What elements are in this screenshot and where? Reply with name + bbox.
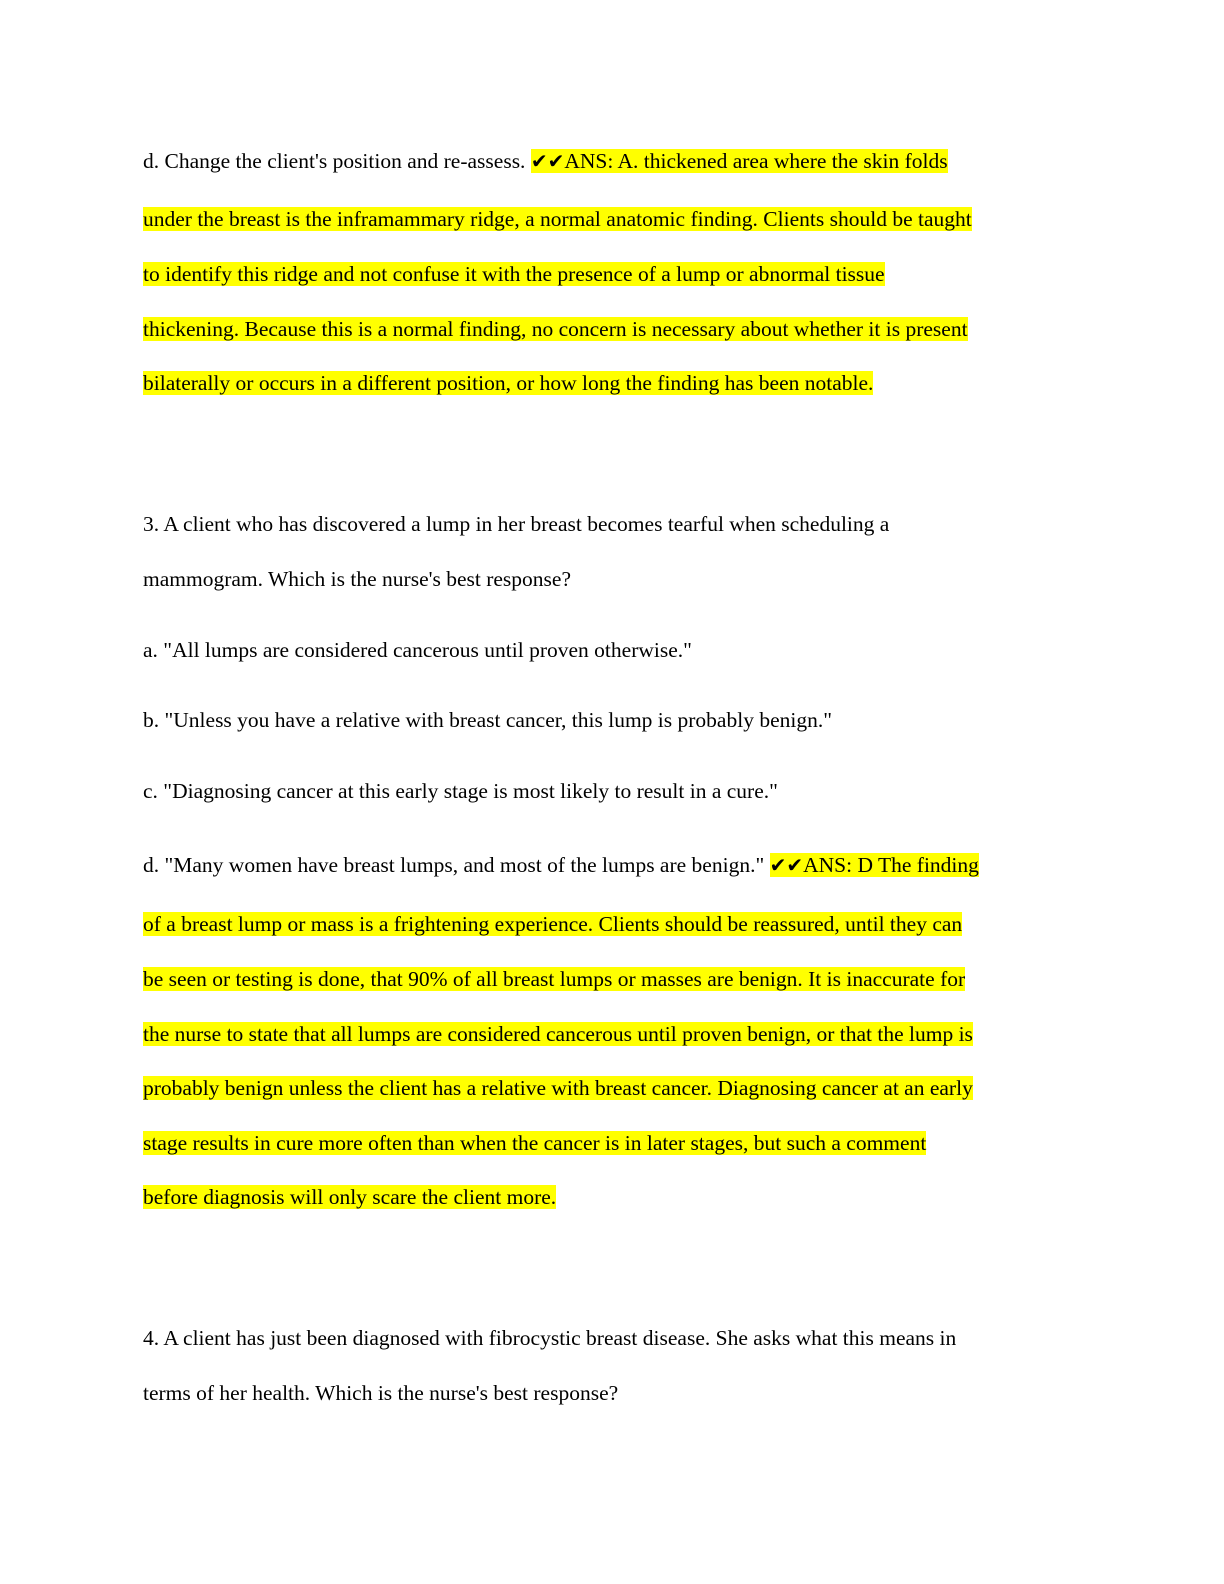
q3-answer-highlight [770,853,979,877]
q3-answer-line-6: before diagnosis will only scare the client more. [143,1185,557,1209]
q3-option-a [143,635,692,665]
q3-option-b [143,705,832,735]
q3-answer-line-3: the nurse to state that all lumps are considered cancerous until proven benign, or that the lump is [143,1022,973,1046]
prev-answer-line-4: bilaterally or occurs in a different position, or how long the finding has been notable. [143,371,874,395]
prev-answer-line [143,368,873,398]
prev-answer-line [143,314,968,344]
q3-option-b-text: b. "Unless you have a relative with breast cancer, this lump is probably benign." [143,708,832,732]
q3-stem-line-1: mammogram. Which is the nurse's best response? [143,567,572,591]
q3-stem-line [143,564,571,594]
q3-option-c [143,776,778,806]
q4-stem-line-0: 4. A client has just been diagnosed with fibrocystic breast disease. She asks what this means in [143,1326,957,1350]
q3-answer-line [143,1019,973,1049]
prev-answer-line-3: thickening. Because this is a normal finding, no concern is necessary about whether it is present [143,317,968,341]
q3-stem-line-0: 3. A client who has discovered a lump in her breast becomes tearful when scheduling a [143,512,890,536]
prev-answer-line [143,259,885,289]
q3-answer-line [143,1182,556,1212]
prev-answer-highlight [531,149,948,173]
q4-stem-line [143,1323,956,1353]
prev-option-d-text: d. Change the client's position and re-assess. [143,149,531,173]
q3-stem-line [143,509,889,539]
q3-answer-line-0: ANS: D The finding [803,853,979,877]
q3-option-d-text: d. "Many women have breast lumps, and most of the lumps are benign." [143,853,770,877]
q3-answer-line [143,964,965,994]
prev-answer-line-2: to identify this ridge and not confuse it with the presence of a lump or abnormal tissue [143,262,885,286]
q3-option-c-text: c. "Diagnosing cancer at this early stage is most likely to result in a cure." [143,779,778,803]
q3-answer-line [143,909,962,939]
q3-answer-line-2: be seen or testing is done, that 90% of all breast lumps or masses are benign. It is inaccurate for [143,967,966,991]
checkmark-icon: ✔✔ [530,149,565,173]
q3-answer-line [143,1073,973,1103]
q3-answer-line [143,1128,926,1158]
prev-answer-line [143,204,972,234]
q4-stem-line [143,1378,618,1408]
checkmark-icon: ✔✔ [769,853,804,877]
q4-stem-line-1: terms of her health. Which is the nurse's best response? [143,1381,619,1405]
prev-answer-line-0: ANS: A. thickened area where the skin folds [564,149,948,173]
q3-option-d [143,850,979,880]
q3-answer-line-5: stage results in cure more often than when the cancer is in later stages, but such a comment [143,1131,927,1155]
prev-option-d-line [143,146,948,176]
q3-answer-line-4: probably benign unless the client has a relative with breast cancer. Diagnosing cancer at an early [143,1076,973,1100]
q3-answer-line-1: of a breast lump or mass is a frightening experience. Clients should be reassured, until they can [143,912,963,936]
q3-option-a-text: a. "All lumps are considered cancerous until proven otherwise." [143,638,692,662]
prev-answer-line-1: under the breast is the inframammary ridge, a normal anatomic finding. Clients should be taught [143,207,972,231]
